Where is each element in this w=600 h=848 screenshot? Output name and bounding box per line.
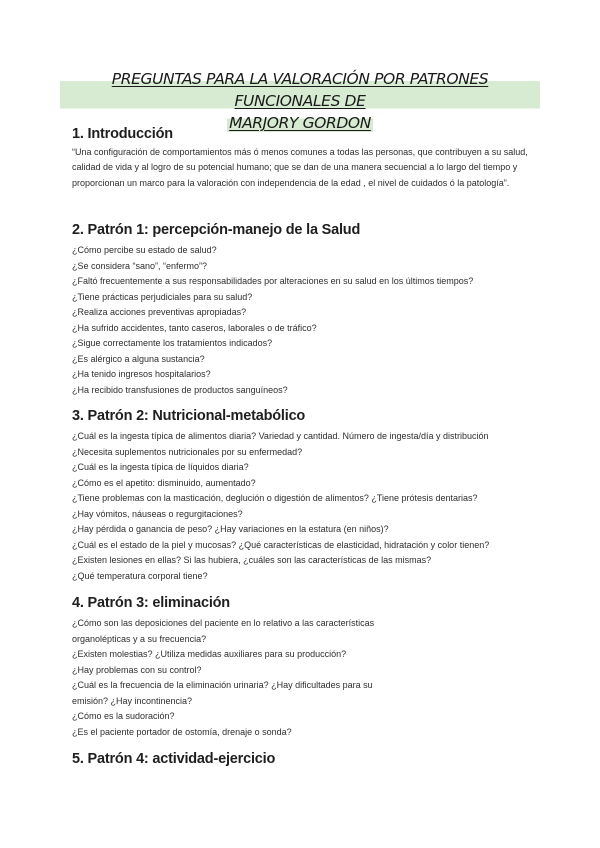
question-item: ¿Hay vómitos, náuseas o regurgitaciones?	[72, 508, 243, 519]
question-item: ¿Cuál es la ingesta típica de alimentos diaria? Variedad y cantidad. Número de ingesta/día y distribución	[72, 431, 489, 441]
question-item: ¿Es el paciente portador de ostomía, drenaje o sonda?	[72, 726, 292, 737]
document-title	[60, 68, 540, 134]
question-item: ¿Faltó frecuentemente a sus responsabilidades por alteraciones en su salud en los últimos tiempos?	[72, 276, 474, 286]
section-heading: 2. Patrón 1: percepción-manejo de la Salud	[72, 222, 361, 238]
question-item: ¿Existen molestias? ¿Utiliza medidas auxiliares para su producción?	[72, 649, 347, 659]
question-item: ¿Hay problemas con su control?	[72, 664, 202, 675]
question-item: ¿Tiene prácticas perjudiciales para su salud?	[72, 291, 253, 302]
question-item: ¿Ha sufrido accidentes, tanto caseros, laborales o de tráfico?	[72, 322, 317, 333]
section-patron-1	[72, 222, 532, 398]
question-item: ¿Se considera “sano”, “enfermo”?	[72, 260, 208, 271]
question-item: ¿Tiene problemas con la masticación, deglución o digestión de alimentos? ¿Tiene prótesis dentarias?	[72, 493, 478, 503]
question-item: ¿Cómo son las deposiciones del paciente en lo relativo a las características organolépticas y a su frecuencia?	[72, 618, 375, 644]
question-item: ¿Cómo es el apetito: disminuido, aumentado?	[72, 477, 256, 488]
question-item: ¿Cómo percibe su estado de salud?	[72, 245, 217, 255]
question-item: ¿Qué temperatura corporal tiene?	[72, 570, 208, 581]
section-patron-2	[72, 408, 532, 584]
question-item: ¿Cuál es el estado de la piel y mucosas? ¿Qué características de elasticidad, hidratación y color tienen?	[72, 539, 490, 550]
question-item: ¿Cuál es la frecuencia de la eliminación urinaria? ¿Hay dificultades para su emisión? ¿Hay incontinencia?	[72, 680, 373, 706]
question-item: ¿Existen lesiones en ellas? Si las hubiera, ¿cuáles son las características de las mismas?	[72, 555, 432, 565]
section-patron-4	[72, 751, 532, 767]
question-item: ¿Necesita suplementos nutricionales por su enfermedad?	[72, 446, 303, 457]
intro-paragraph: “Una configuración de comportamientos más ó menos comunes a todas las personas, que contribuyen a su salud, calidad de vida y al logro de su potencial humano; que se dan de una manera secuencial a lo largo del tiempo y proporcionan un marco para la valoración con independencia de la edad , el nivel de cuidados ó la patología”.	[72, 147, 528, 188]
question-item: ¿Cómo es la sudoración?	[72, 711, 175, 721]
question-item: ¿Es alérgico a alguna sustancia?	[72, 353, 205, 364]
section-heading: 1. Introducción	[72, 126, 173, 142]
question-item: ¿Cuál es la ingesta típica de líquidos diaria?	[72, 462, 249, 472]
question-list	[72, 616, 532, 740]
title-line-2: MARJORY GORDON	[229, 114, 371, 132]
question-item: ¿Hay pérdida o ganancia de peso? ¿Hay variaciones en la estatura (en niños)?	[72, 524, 389, 534]
question-item: ¿Realiza acciones preventivas apropiadas?	[72, 307, 247, 317]
question-item: ¿Ha tenido ingresos hospitalarios?	[72, 369, 211, 379]
section-heading: 5. Patrón 4: actividad-ejercicio	[72, 751, 276, 767]
question-item: ¿Ha recibido transfusiones de productos sanguíneos?	[72, 384, 288, 395]
section-introduccion	[72, 126, 532, 191]
section-heading: 4. Patrón 3: eliminación	[72, 595, 230, 611]
question-list	[72, 243, 532, 398]
section-heading: 3. Patrón 2: Nutricional-metabólico	[72, 408, 306, 424]
question-list	[72, 429, 532, 584]
title-line-1: PREGUNTAS PARA LA VALORACIÓN POR PATRONES FUNCIONALES DE	[60, 68, 540, 112]
question-item: ¿Sigue correctamente los tratamientos indicados?	[72, 338, 273, 348]
section-patron-3	[72, 595, 532, 740]
